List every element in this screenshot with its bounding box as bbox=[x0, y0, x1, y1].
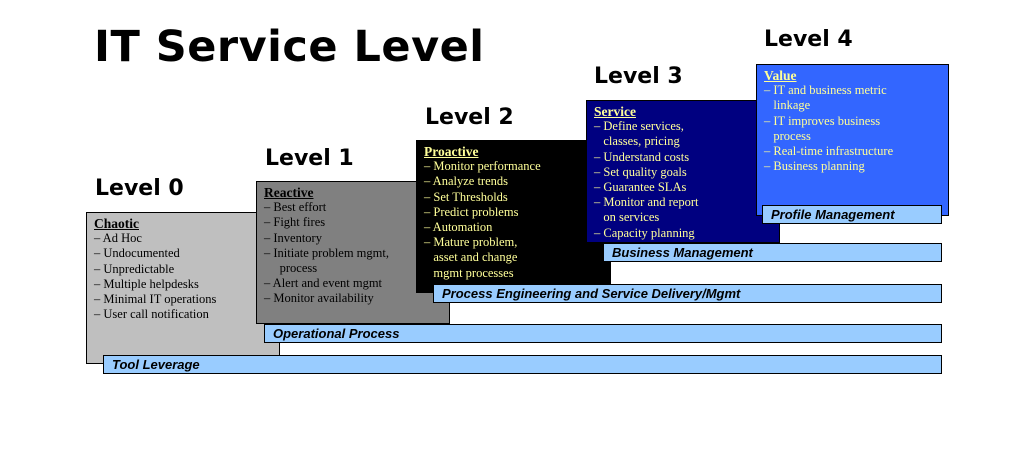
list-item: – Real-time infrastructure bbox=[764, 144, 894, 159]
list-item: – Unpredictable bbox=[94, 261, 175, 276]
list-item: – Fight fires bbox=[264, 215, 326, 230]
list-item: – Business planning bbox=[764, 159, 865, 174]
level-3-box bbox=[586, 100, 780, 243]
list-item: process bbox=[264, 261, 318, 276]
list-item: mgmt processes bbox=[424, 265, 514, 280]
list-item: linkage bbox=[764, 98, 811, 113]
list-item: – Guarantee SLAs bbox=[594, 180, 687, 195]
list-item: – Analyze trends bbox=[424, 174, 509, 189]
list-item: – Capacity planning bbox=[594, 225, 695, 240]
level-0-heading: Chaotic bbox=[94, 216, 139, 231]
list-item: – Multiple helpdesks bbox=[94, 276, 199, 291]
list-item: – Monitor performance bbox=[424, 159, 541, 174]
list-item: – Initiate problem mgmt, bbox=[264, 245, 389, 260]
list-item: – Alert and event mgmt bbox=[264, 276, 383, 291]
level-0-box bbox=[86, 212, 280, 364]
list-item: process bbox=[764, 128, 811, 143]
list-item: – Monitor availability bbox=[264, 291, 374, 306]
list-item: asset and change bbox=[424, 250, 518, 265]
list-item: – Undocumented bbox=[94, 246, 180, 261]
list-item: – Minimal IT operations bbox=[94, 292, 217, 307]
diagram-title: IT Service Level bbox=[94, 22, 485, 72]
profile-management-bar: Profile Management bbox=[762, 205, 942, 224]
operational-process-bar: Operational Process bbox=[264, 324, 942, 343]
level-3-label: Level 3 bbox=[594, 64, 683, 89]
level-0-label: Level 0 bbox=[95, 176, 184, 201]
level-1-heading: Reactive bbox=[264, 185, 314, 200]
level-0-list bbox=[94, 231, 275, 322]
list-item: – Inventory bbox=[264, 230, 322, 245]
level-4-list bbox=[764, 83, 944, 174]
list-item: on services bbox=[594, 210, 660, 225]
list-item: – Understand costs bbox=[594, 149, 690, 164]
level-4-box bbox=[756, 64, 949, 216]
list-item: – Best effort bbox=[264, 200, 327, 215]
level-2-heading: Proactive bbox=[424, 144, 479, 159]
list-item: – IT and business metric bbox=[764, 83, 887, 98]
list-item: – User call notification bbox=[94, 307, 209, 322]
list-item: – Define services, bbox=[594, 119, 684, 134]
list-item: – Ad Hoc bbox=[94, 231, 142, 246]
list-item: – IT improves business bbox=[764, 113, 881, 128]
list-item: – Monitor and report bbox=[594, 195, 699, 210]
list-item: – Automation bbox=[424, 220, 493, 235]
list-item: – Predict problems bbox=[424, 204, 519, 219]
level-4-label: Level 4 bbox=[764, 27, 853, 52]
list-item: – Set quality goals bbox=[594, 164, 687, 179]
list-item: – Mature problem, bbox=[424, 235, 518, 250]
level-2-list bbox=[424, 159, 606, 281]
tool-leverage-bar: Tool Leverage bbox=[103, 355, 942, 374]
level-2-label: Level 2 bbox=[425, 105, 514, 130]
level-3-heading: Service bbox=[594, 104, 636, 119]
list-item: – Set Thresholds bbox=[424, 189, 508, 204]
level-1-label: Level 1 bbox=[265, 146, 354, 171]
list-item: classes, pricing bbox=[594, 134, 680, 149]
level-3-list bbox=[594, 119, 775, 241]
level-4-heading: Value bbox=[764, 68, 797, 83]
level-2-box bbox=[416, 140, 611, 293]
business-management-bar: Business Management bbox=[603, 243, 942, 262]
process-engineering-bar: Process Engineering and Service Delivery/Mgmt bbox=[433, 284, 942, 303]
